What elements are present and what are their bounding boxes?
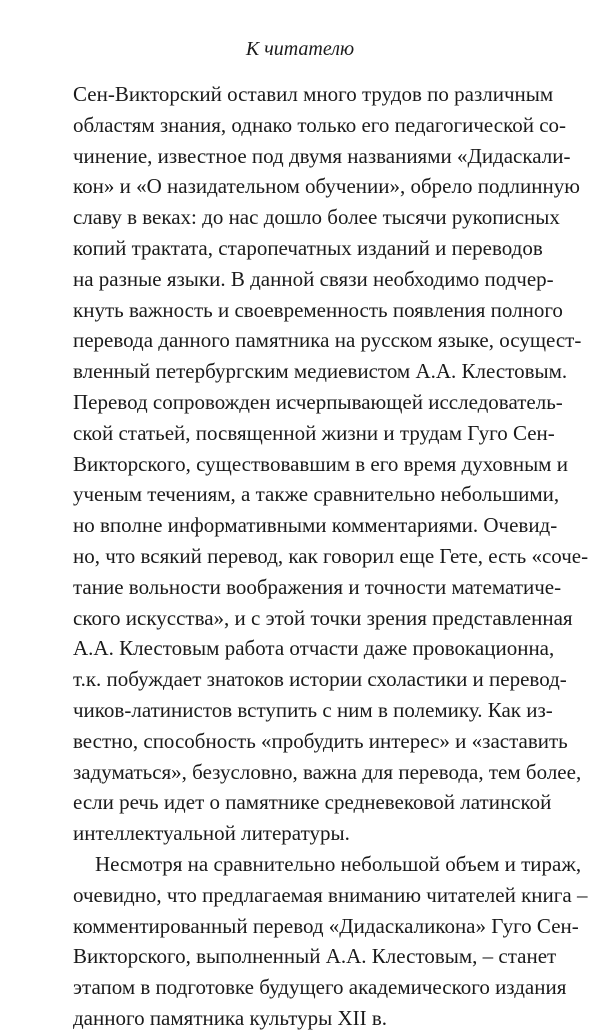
text-line: т.к. побуждает знатоков истории схоластики и перевод- xyxy=(73,667,567,692)
text-line: на разные языки. В данной связи необходимо подчер- xyxy=(73,266,554,291)
text-line: Сен-Викторский оставил много трудов по различным xyxy=(73,82,554,106)
text-line: данного памятника культуры XII в. xyxy=(73,1005,388,1030)
text-line: славу в веках: до нас дошло более тысячи рукописных xyxy=(73,205,560,230)
text-line: этапом в подготовке будущего академического издания xyxy=(73,975,567,1000)
text-line: А.А. Клестовым работа отчасти даже провокационна, xyxy=(73,636,555,661)
text-line: перевода данного памятника на русском языке, осущест- xyxy=(73,328,582,353)
running-head-title: К читателю xyxy=(245,38,355,60)
text-line: если речь идет о памятнике средневековой латинской xyxy=(73,790,552,815)
text-line: Викторского, выполненный А.А. Клестовым, – станет xyxy=(73,944,557,969)
text-line: но, что всякий перевод, как говорил еще Гете, есть «соче- xyxy=(73,543,589,568)
text-line: Викторского, существовавшим в его время духовным и xyxy=(73,451,568,476)
text-line: вленный петербургским медиевистом А.А. Клестовым. xyxy=(73,359,568,384)
text-line: но вполне информативными комментариями. Очевид- xyxy=(73,513,558,538)
text-line: Перевод сопровожден исчерпывающей исследователь- xyxy=(73,389,563,414)
text-line: ской статьей, посвященной жизни и трудам Гуго Сен- xyxy=(73,420,555,445)
text-line: Несмотря на сравнительно небольшой объем и тираж, xyxy=(95,851,582,876)
text-line: ского искусства», и с этой точки зрения представленная xyxy=(73,605,573,630)
text-line: кон» и «О назидательном обучении», обрело подлинную xyxy=(73,174,580,199)
text-line: задуматься», безусловно, важна для перевода, тем более, xyxy=(73,759,582,784)
text-line: очевидно, что предлагаемая вниманию читателей книга – xyxy=(73,882,588,907)
text-line: комментированный перевод «Дидаскаликона» Гуго Сен- xyxy=(73,913,579,938)
text-line: чиков-латинистов вступить с ним в полемику. Как из- xyxy=(73,697,553,722)
text-line: ученым течениям, а также сравнительно небольшими, xyxy=(73,482,560,507)
text-line: тание вольности воображения и точности математиче- xyxy=(73,574,562,599)
body-text xyxy=(73,79,589,1034)
text-line: чинение, известное под двумя названиями «Дидаскали- xyxy=(73,143,571,168)
text-line: вестно, способность «пробудить интерес» и «заставить xyxy=(73,728,568,753)
text-line: кнуть важность и своевременность появления полного xyxy=(73,297,563,322)
text-line: областям знания, однако только его педагогической со- xyxy=(73,112,567,137)
text-line: копий трактата, старопечатных изданий и переводов xyxy=(73,235,543,260)
text-line: интеллектуальной литературы. xyxy=(73,821,350,846)
